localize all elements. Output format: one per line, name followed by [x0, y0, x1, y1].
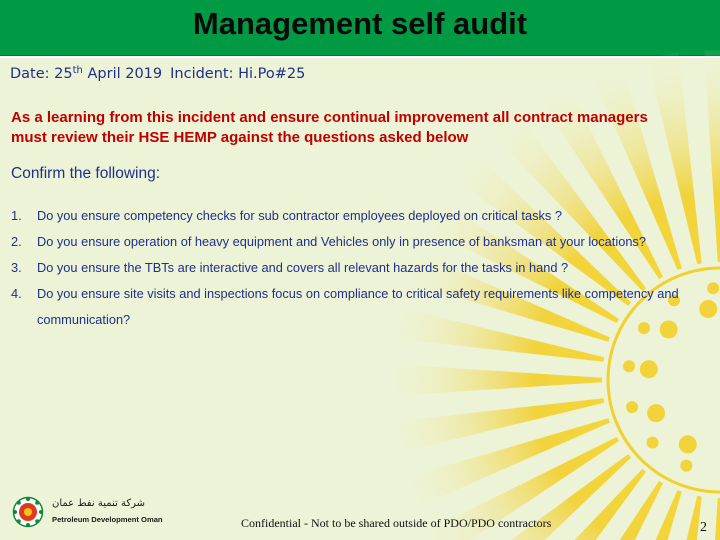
- page-number: 2: [700, 520, 707, 535]
- question-number: 3.: [11, 260, 22, 275]
- pdo-logo-icon: [12, 496, 44, 528]
- question-number: 1.: [11, 208, 22, 223]
- question-text: Do you ensure site visits and inspections focus on compliance to critical safety requirements like competency and communication?: [37, 286, 679, 327]
- question-text: Do you ensure operation of heavy equipment and Vehicles only in presence of banksman at your locations?: [37, 234, 646, 249]
- confidential-notice: Confidential - Not to be shared outside of PDO/PDO contractors: [241, 516, 552, 530]
- question-number: 4.: [11, 286, 22, 301]
- sun-dot: [707, 282, 719, 294]
- logo-english-text: Petroleum Development Oman: [52, 515, 163, 524]
- sun-dot: [640, 360, 658, 378]
- sun-ray: [393, 398, 605, 453]
- sun-dot: [626, 401, 638, 413]
- intro-text: As a learning from this incident and ensure continual improvement all contract managers must review their HSE HEMP against the questions asked below: [11, 109, 648, 146]
- sun-dot: [647, 404, 665, 422]
- date-label: Date: 25: [10, 66, 73, 82]
- sun-dot: [623, 360, 635, 372]
- sun-dot: [680, 460, 692, 472]
- pdo-logo: [12, 496, 172, 528]
- incident-reference: Incident: Hi.Po#25: [170, 66, 306, 82]
- question-text: Do you ensure the TBTs are interactive and covers all relevant hazards for the tasks in hand ?: [37, 260, 569, 275]
- sun-ray: [390, 364, 602, 396]
- slide-title: Management self audit: [192, 6, 528, 41]
- logo-arabic-text: شركة تنمية نفط عمان: [52, 498, 145, 509]
- confirm-heading: Confirm the following:: [11, 165, 161, 182]
- date-suffix: th: [72, 65, 83, 76]
- date-line: [10, 66, 305, 82]
- date-month-year: April 2019: [82, 66, 163, 82]
- sun-dot: [679, 435, 697, 453]
- question-number: 2.: [11, 234, 22, 249]
- question-text: Do you ensure competency checks for sub contractor employees deployed on critical tasks ?: [37, 208, 562, 223]
- sun-dot: [647, 437, 659, 449]
